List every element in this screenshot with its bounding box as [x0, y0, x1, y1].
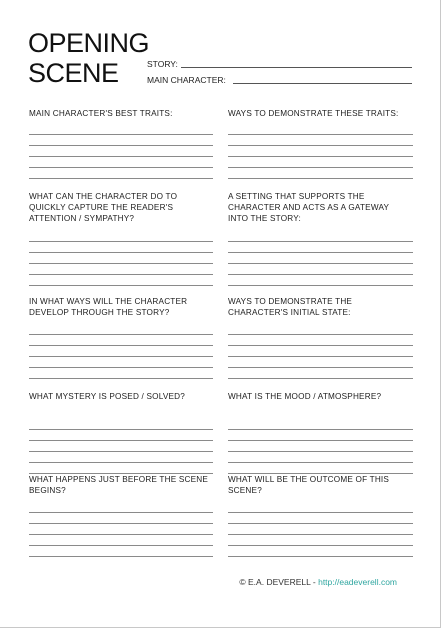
answer-line[interactable]: [29, 429, 213, 430]
question-text-line: SCENE?: [228, 486, 262, 495]
question-text-line: A SETTING THAT SUPPORTS THE: [228, 192, 365, 201]
answer-line[interactable]: [29, 345, 213, 346]
question-2-right: [228, 191, 389, 224]
question-text-line: WHAT IS THE MOOD / ATMOSPHERE?: [228, 392, 382, 401]
question-text-line: DEVELOP THROUGH THE STORY?: [29, 308, 170, 317]
answer-line[interactable]: [228, 545, 413, 546]
question-text-line: ATTENTION / SYMPATHY?: [29, 214, 135, 223]
answer-line[interactable]: [228, 512, 413, 513]
answer-line[interactable]: [228, 523, 413, 524]
answer-line[interactable]: [29, 178, 213, 179]
answer-line[interactable]: [228, 440, 413, 441]
answer-line[interactable]: [29, 134, 213, 135]
answer-line[interactable]: [29, 523, 213, 524]
answer-line[interactable]: [29, 556, 213, 557]
footer-link[interactable]: http://eadeverell.com: [318, 577, 397, 587]
question-text-line: WHAT HAPPENS JUST BEFORE THE SCENE: [29, 475, 209, 484]
answer-line[interactable]: [228, 285, 413, 286]
answer-line[interactable]: [29, 367, 213, 368]
answer-line[interactable]: [29, 356, 213, 357]
worksheet-title: [28, 28, 149, 88]
answer-line[interactable]: [29, 462, 213, 463]
answer-line[interactable]: [228, 274, 413, 275]
question-text-line: MAIN CHARACTER'S BEST TRAITS:: [29, 109, 173, 118]
title-line-1: OPENING: [28, 28, 150, 58]
question-text-line: IN WHAT WAYS WILL THE CHARACTER: [29, 297, 188, 306]
question-text-line: WAYS TO DEMONSTRATE THE: [228, 297, 353, 306]
answer-line[interactable]: [29, 167, 213, 168]
answer-line[interactable]: [228, 367, 413, 368]
answer-line[interactable]: [228, 252, 413, 253]
question-1-left: [29, 108, 173, 119]
question-5-right: [228, 474, 389, 496]
answer-line[interactable]: [228, 145, 413, 146]
answer-line[interactable]: [29, 263, 213, 264]
story-input-line[interactable]: [181, 67, 412, 68]
answer-line[interactable]: [29, 252, 213, 253]
question-4-right: [228, 391, 381, 402]
answer-line[interactable]: [228, 241, 413, 242]
main-character-label: MAIN CHARACTER:: [147, 75, 226, 85]
answer-line[interactable]: [228, 345, 413, 346]
main-character-field: [147, 75, 412, 85]
answer-line[interactable]: [228, 378, 413, 379]
question-text-line: WHAT CAN THE CHARACTER DO TO: [29, 192, 178, 201]
question-1-right: [228, 108, 399, 119]
answer-line[interactable]: [228, 156, 413, 157]
answer-line[interactable]: [228, 178, 413, 179]
answer-line[interactable]: [29, 145, 213, 146]
answer-line[interactable]: [228, 556, 413, 557]
question-text-line: WHAT MYSTERY IS POSED / SOLVED?: [29, 392, 186, 401]
question-5-left: [29, 474, 208, 496]
question-3-left: [29, 296, 187, 318]
answer-line[interactable]: [228, 429, 413, 430]
answer-line[interactable]: [29, 512, 213, 513]
answer-line[interactable]: [29, 285, 213, 286]
answer-line[interactable]: [228, 334, 413, 335]
answer-line[interactable]: [29, 440, 213, 441]
question-2-left: [29, 191, 177, 224]
answer-line[interactable]: [228, 356, 413, 357]
question-4-left: [29, 391, 185, 402]
question-text-line: CHARACTER'S INITIAL STATE:: [228, 308, 351, 317]
answer-line[interactable]: [29, 534, 213, 535]
answer-line[interactable]: [29, 451, 213, 452]
question-text-line: INTO THE STORY:: [228, 214, 301, 223]
answer-line[interactable]: [29, 274, 213, 275]
question-text-line: QUICKLY CAPTURE THE READER'S: [29, 203, 174, 212]
story-field: [147, 59, 412, 69]
question-text-line: CHARACTER AND ACTS AS A GATEWAY: [228, 203, 390, 212]
question-3-right: [228, 296, 352, 318]
answer-line[interactable]: [228, 167, 413, 168]
story-label: STORY:: [147, 59, 178, 69]
answer-line[interactable]: [228, 534, 413, 535]
question-text-line: WHAT WILL BE THE OUTCOME OF THIS: [228, 475, 390, 484]
answer-line[interactable]: [29, 241, 213, 242]
title-line-2: SCENE: [28, 58, 119, 88]
answer-line[interactable]: [29, 378, 213, 379]
answer-line[interactable]: [29, 545, 213, 546]
answer-line[interactable]: [29, 156, 213, 157]
answer-line[interactable]: [228, 451, 413, 452]
question-text-line: WAYS TO DEMONSTRATE THESE TRAITS:: [228, 109, 399, 118]
answer-line[interactable]: [228, 134, 413, 135]
answer-line[interactable]: [228, 263, 413, 264]
answer-line[interactable]: [228, 462, 413, 463]
main-character-input-line[interactable]: [233, 83, 412, 84]
answer-line[interactable]: [29, 334, 213, 335]
footer-credit: © E.A. DEVERELL -: [239, 577, 319, 587]
question-text-line: BEGINS?: [29, 486, 66, 495]
